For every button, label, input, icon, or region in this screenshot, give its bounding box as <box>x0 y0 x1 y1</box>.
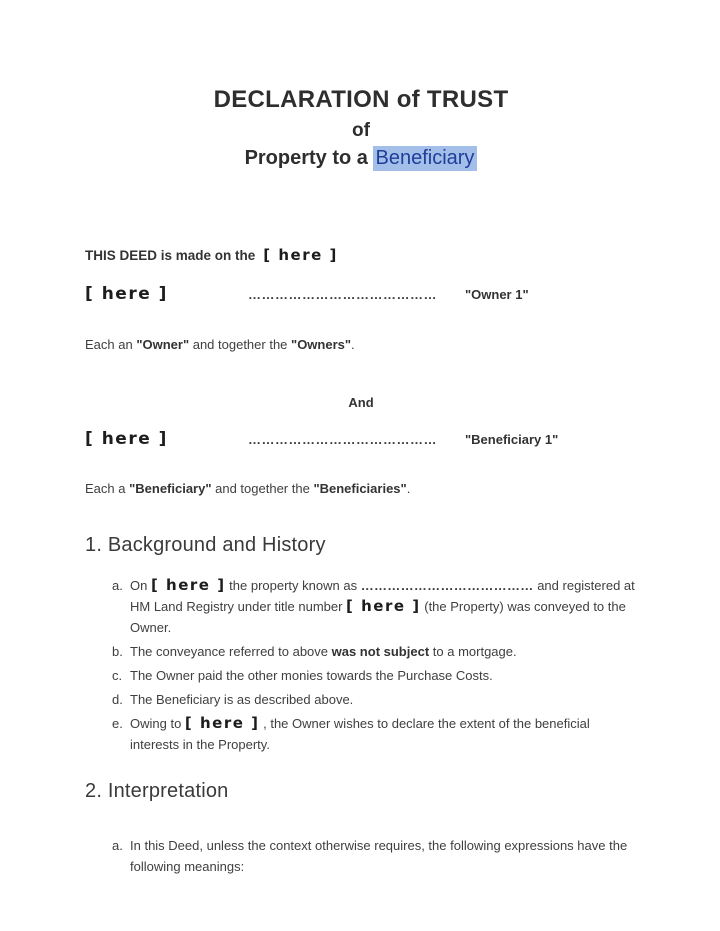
list-item-text <box>130 575 637 638</box>
text-run: and registered at HM Land Registry under title number <box>130 577 635 614</box>
text-run: to a mortgage. <box>429 643 517 659</box>
text-run: the property known as <box>225 577 361 593</box>
section-2-heading: 2. Interpretation <box>85 780 229 803</box>
here-placeholder[interactable]: [ here ] <box>184 714 260 733</box>
bold-text-run: "Owner" <box>136 337 190 353</box>
title-line-2: of <box>352 119 370 141</box>
list-marker: c. <box>112 668 123 683</box>
text-run: Owing to <box>130 716 185 732</box>
list-item-text <box>130 641 637 662</box>
deed-date-label: THIS DEED is made on the <box>85 248 256 264</box>
here-placeholder[interactable]: [ here ] <box>346 596 421 615</box>
bold-text-run: "Owners" <box>291 337 352 353</box>
text-run: and together the <box>211 480 314 496</box>
owner-name-cell <box>85 286 248 304</box>
text-run: (the Property) was conveyed to the Owner. <box>130 598 626 635</box>
text-run: Each a <box>85 480 130 496</box>
deed-date-line <box>85 248 637 263</box>
title-line-3 <box>85 147 637 170</box>
interpretation-list <box>112 835 637 877</box>
text-run: and together the <box>189 337 292 353</box>
beneficiary-name-placeholder[interactable]: [ here ] <box>85 428 168 449</box>
beneficiary-dotted-line: …………………………………… <box>248 431 437 447</box>
list-marker: b. <box>112 643 123 659</box>
beneficiary-party-row <box>85 428 637 449</box>
bold-text-run: "Beneficiaries" <box>313 480 407 496</box>
text-run: The Owner paid the other monies towards the Purchase Costs. <box>130 668 493 683</box>
list-item <box>112 665 637 686</box>
owner-party-row <box>85 286 637 304</box>
list-item-text <box>130 835 637 877</box>
list-item-text <box>130 665 637 686</box>
list-item-text <box>130 713 637 755</box>
each-owner-sentence <box>85 336 637 354</box>
text-run: In this Deed, unless the context otherwise requires, the following expressions have the following meanings: <box>130 838 628 875</box>
title-line-3-plain: Property to a <box>244 147 374 170</box>
background-list <box>112 575 637 755</box>
list-item <box>112 641 637 662</box>
text-run: The conveyance referred to above <box>130 643 332 659</box>
text-run: The Beneficiary is as described above. <box>130 692 354 708</box>
list-marker: a. <box>112 838 123 854</box>
owner-role-label: "Owner 1" <box>465 287 529 303</box>
deed-date-placeholder[interactable]: [ here ] <box>263 246 338 265</box>
text-run: , the Owner wishes to declare the extent of the beneficial interests in the Property. <box>130 716 590 753</box>
section-1-heading: 1. Background and History <box>85 533 326 556</box>
list-marker: e. <box>112 716 123 732</box>
dotted-fill-line: ………………………………… <box>360 577 534 593</box>
owner-dotted-line: …………………………………… <box>248 287 437 303</box>
title-highlighted-word: Beneficiary <box>373 146 477 171</box>
list-item <box>112 575 637 638</box>
text-run: On <box>130 577 151 593</box>
bold-text-run: was not subject <box>331 643 430 659</box>
owner-dots-cell <box>248 286 465 304</box>
document-title <box>85 86 637 170</box>
bold-text-run: "Beneficiary" <box>129 480 212 496</box>
list-item-text <box>130 689 637 710</box>
text-run: Each an <box>85 337 137 353</box>
each-beneficiary-sentence <box>85 480 637 498</box>
beneficiary-name-cell <box>85 428 248 449</box>
list-item <box>112 835 637 877</box>
text-run: . <box>406 480 411 496</box>
list-item <box>112 713 637 755</box>
text-run: . <box>351 337 355 353</box>
list-marker: d. <box>112 692 123 708</box>
title-line-1: DECLARATION of TRUST <box>213 86 509 113</box>
here-placeholder[interactable]: [ here ] <box>150 575 226 594</box>
list-item <box>112 689 637 710</box>
owner-name-placeholder[interactable]: [ here ] <box>85 284 168 305</box>
and-separator: And <box>348 394 374 410</box>
list-marker: a. <box>112 577 123 593</box>
beneficiary-role-label: "Beneficiary 1" <box>465 431 559 447</box>
beneficiary-dots-cell <box>248 431 465 449</box>
